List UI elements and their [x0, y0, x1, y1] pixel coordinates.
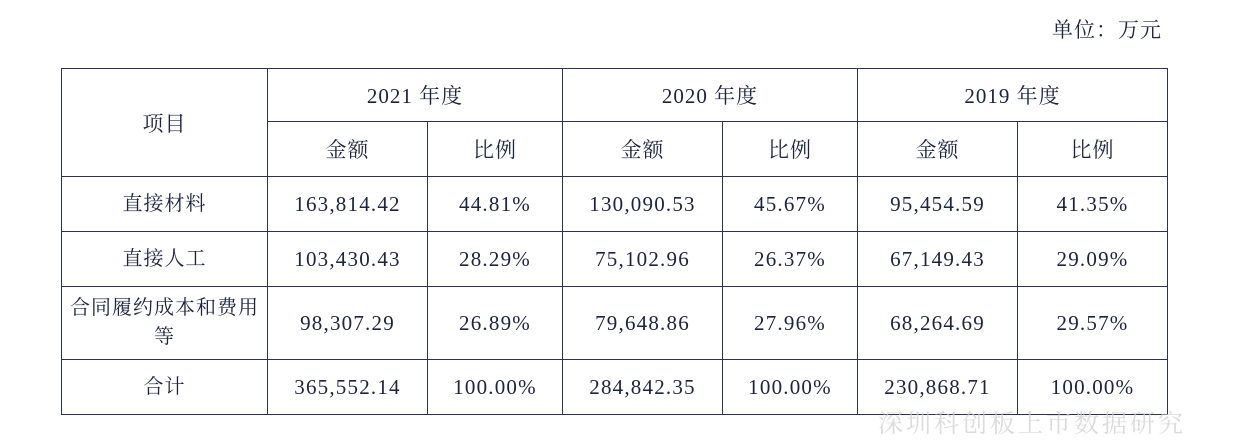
- cost-structure-table: [61, 68, 1168, 415]
- cell-amount-2020: 79,648.86: [563, 287, 723, 360]
- cell-amount-2020: 130,090.53: [563, 177, 723, 232]
- unit-note: 单位：万元: [1052, 18, 1162, 42]
- cell-ratio-2019: 29.09%: [1018, 232, 1168, 287]
- cell-amount-2021: 163,814.42: [268, 177, 428, 232]
- cell-ratio-2021: 28.29%: [428, 232, 563, 287]
- cell-amount-2021: 365,552.14: [268, 360, 428, 415]
- cell-ratio-2020: 27.96%: [723, 287, 858, 360]
- header-amount-2021: 金额: [268, 122, 428, 177]
- cell-amount-2019: 68,264.69: [858, 287, 1018, 360]
- header-amount-2020: 金额: [563, 122, 723, 177]
- header-year-2019: 2019 年度: [858, 69, 1168, 122]
- table-row: [62, 177, 1168, 232]
- cell-ratio-2021: 44.81%: [428, 177, 563, 232]
- table-row-total: [62, 360, 1168, 415]
- row-label: 合计: [62, 360, 268, 415]
- cell-ratio-2020: 26.37%: [723, 232, 858, 287]
- cell-ratio-2019: 29.57%: [1018, 287, 1168, 360]
- cell-ratio-2020: 45.67%: [723, 177, 858, 232]
- watermark: 深圳科创板上市数据研究: [877, 410, 1186, 438]
- cell-amount-2019: 230,868.71: [858, 360, 1018, 415]
- row-label: 合同履约成本和费用等: [62, 287, 268, 360]
- header-item: 项目: [62, 69, 268, 177]
- cell-ratio-2021: 26.89%: [428, 287, 563, 360]
- header-ratio-2020: 比例: [723, 122, 858, 177]
- table-header-row-years: [62, 69, 1168, 122]
- cell-amount-2021: 103,430.43: [268, 232, 428, 287]
- header-year-2020: 2020 年度: [563, 69, 858, 122]
- cell-amount-2019: 95,454.59: [858, 177, 1018, 232]
- table-row: [62, 232, 1168, 287]
- cell-amount-2020: 75,102.96: [563, 232, 723, 287]
- header-year-2021: 2021 年度: [268, 69, 563, 122]
- row-label: 直接材料: [62, 177, 268, 232]
- table-row: [62, 287, 1168, 360]
- cell-ratio-2021: 100.00%: [428, 360, 563, 415]
- cell-ratio-2019: 41.35%: [1018, 177, 1168, 232]
- header-amount-2019: 金额: [858, 122, 1018, 177]
- header-ratio-2019: 比例: [1018, 122, 1168, 177]
- cell-amount-2021: 98,307.29: [268, 287, 428, 360]
- row-label: 直接人工: [62, 232, 268, 287]
- header-ratio-2021: 比例: [428, 122, 563, 177]
- cost-structure-table-wrapper: [61, 68, 1167, 415]
- cell-amount-2020: 284,842.35: [563, 360, 723, 415]
- cell-amount-2019: 67,149.43: [858, 232, 1018, 287]
- cell-ratio-2020: 100.00%: [723, 360, 858, 415]
- cell-ratio-2019: 100.00%: [1018, 360, 1168, 415]
